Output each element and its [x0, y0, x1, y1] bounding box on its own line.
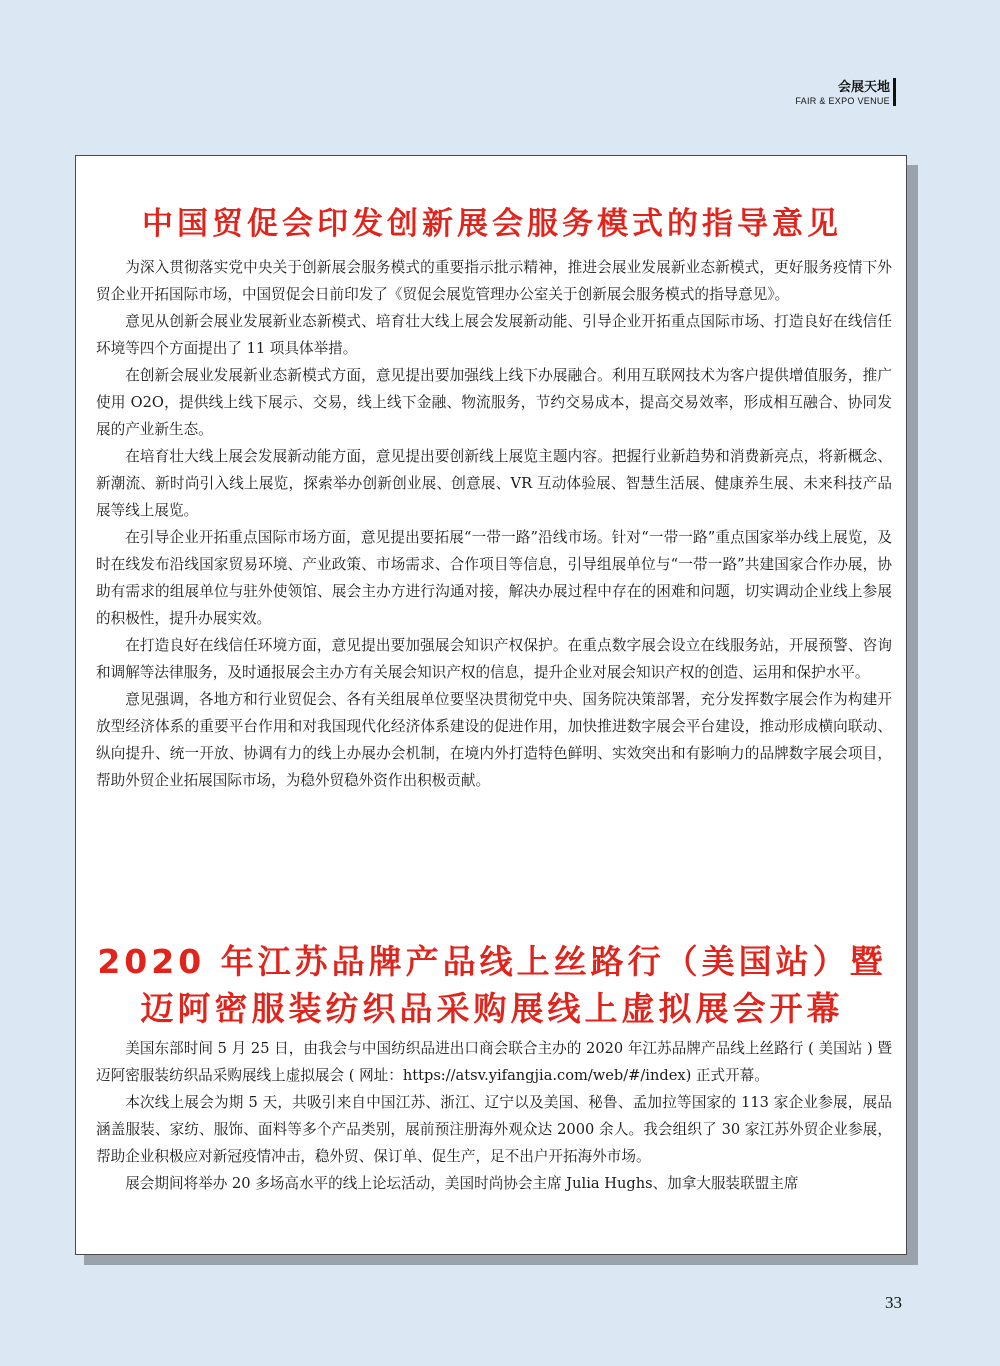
article1-title: 中国贸促会印发创新展会服务模式的指导意见 — [142, 206, 842, 242]
article2-title-line1: 2020 年江苏品牌产品线上丝路行（美国站）暨 — [97, 942, 887, 981]
article2-paragraph: 美国东部时间 5 月 25 日，由我会与中国纺织品进出口商会联合主办的 2020 年江苏品牌产品线上丝路行 ( 美国站 ) 暨迈阿密服装纺织品采购展线上虚拟展会 ( 网址：https://atsv.yifangjia.com/web/#/index) 正式开幕。 — [96, 1040, 892, 1084]
article2-paragraph: 本次线上展会为期 5 天，共吸引来自中国江苏、浙江、辽宁以及美国、秘鲁、孟加拉等国家的 113 家企业参展，展品涵盖服装、家纺、服饰、面料等多个产品类别，展前预注册海外观众达 2000 余人。我会组织了 30 家江苏外贸企业参展，帮助企业积极应对新冠疫情冲击，稳外贸、保订单、促生产，足不出户开拓海外市场。 — [96, 1094, 892, 1165]
section-title-en: FAIR & EXPO VENUE — [795, 96, 890, 106]
section-title-cn: 会展天地 — [837, 80, 890, 95]
article1-body — [96, 254, 892, 794]
article1-paragraph: 在打造良好在线信任环境方面，意见提出要加强展会知识产权保护。在重点数字展会设立在线服务站，开展预警、咨询和调解等法律服务，及时通报展会主办方有关展会知识产权的信息，提升企业对展会知识产权的创造、运用和保护水平。 — [96, 637, 892, 681]
article1-paragraph: 在创新会展业发展新业态新模式方面，意见提出要加强线上线下办展融合。利用互联网技术为客户提供增值服务，推广使用 O2O，提供线上线下展示、交易，线上线下金融、物流服务，节约交易成本，提高交易效率，形成相互融合、协同发展的产业新生态。 — [96, 367, 892, 438]
article1-paragraph: 在引导企业开拓重点国际市场方面，意见提出要拓展“一带一路”沿线市场。针对“一带一路”重点国家举办线上展览，及时在线发布沿线国家贸易环境、产业政策、市场需求、合作项目等信息，引导组展单位与“一带一路”共建国家合作办展，协助有需求的组展单位与驻外使领馆、展会主办方进行沟通对接，解决办展过程中存在的困难和问题，切实调动企业线上参展的积极性，提升办展实效。 — [96, 529, 892, 627]
article1-paragraph: 在培育壮大线上展会发展新动能方面，意见提出要创新线上展览主题内容。把握行业新趋势和消费新亮点，将新概念、新潮流、新时尚引入线上展览，探索举办创新创业展、创意展、VR 互动体验展、智慧生活展、健康养生展、未来科技产品展等线上展览。 — [96, 448, 892, 519]
section-header-bar — [893, 78, 896, 106]
article1-paragraph: 意见强调，各地方和行业贸促会、各有关组展单位要坚决贯彻党中央、国务院决策部署，充分发挥数字展会作为构建开放型经济体系的重要平台作用和对我国现代化经济体系建设的促进作用，加快推进数字展会平台建设，推动形成横向联动、纵向提升、统一开放、协调有力的线上办展办会机制，在境内外打造特色鲜明、实效突出和有影响力的品牌数字展会项目，帮助外贸企业拓展国际市场，为稳外贸稳外资作出积极贡献。 — [96, 691, 892, 789]
section-header — [795, 80, 890, 107]
page-number: 33 — [885, 1293, 902, 1312]
article1-paragraph: 意见从创新会展业发展新业态新模式、培育壮大线上展会发展新动能、引导企业开拓重点国际市场、打造良好在线信任环境等四个方面提出了 11 项具体举措。 — [96, 313, 892, 357]
article1-paragraph: 为深入贯彻落实党中央关于创新展会服务模式的重要指示批示精神，推进会展业发展新业态新模式，更好服务疫情下外贸企业开拓国际市场，中国贸促会日前印发了《贸促会展览管理办公室关于创新展会服务模式的指导意见》。 — [96, 259, 892, 303]
article2-title-line2: 迈阿密服装纺织品采购展线上虚拟展会开幕 — [140, 989, 844, 1028]
article2-body — [96, 1035, 892, 1197]
article2-paragraph: 展会期间将举办 20 多场高水平的线上论坛活动，美国时尚协会主席 Julia Hughs、加拿大服装联盟主席 — [125, 1175, 799, 1192]
article-panel — [75, 155, 907, 1255]
